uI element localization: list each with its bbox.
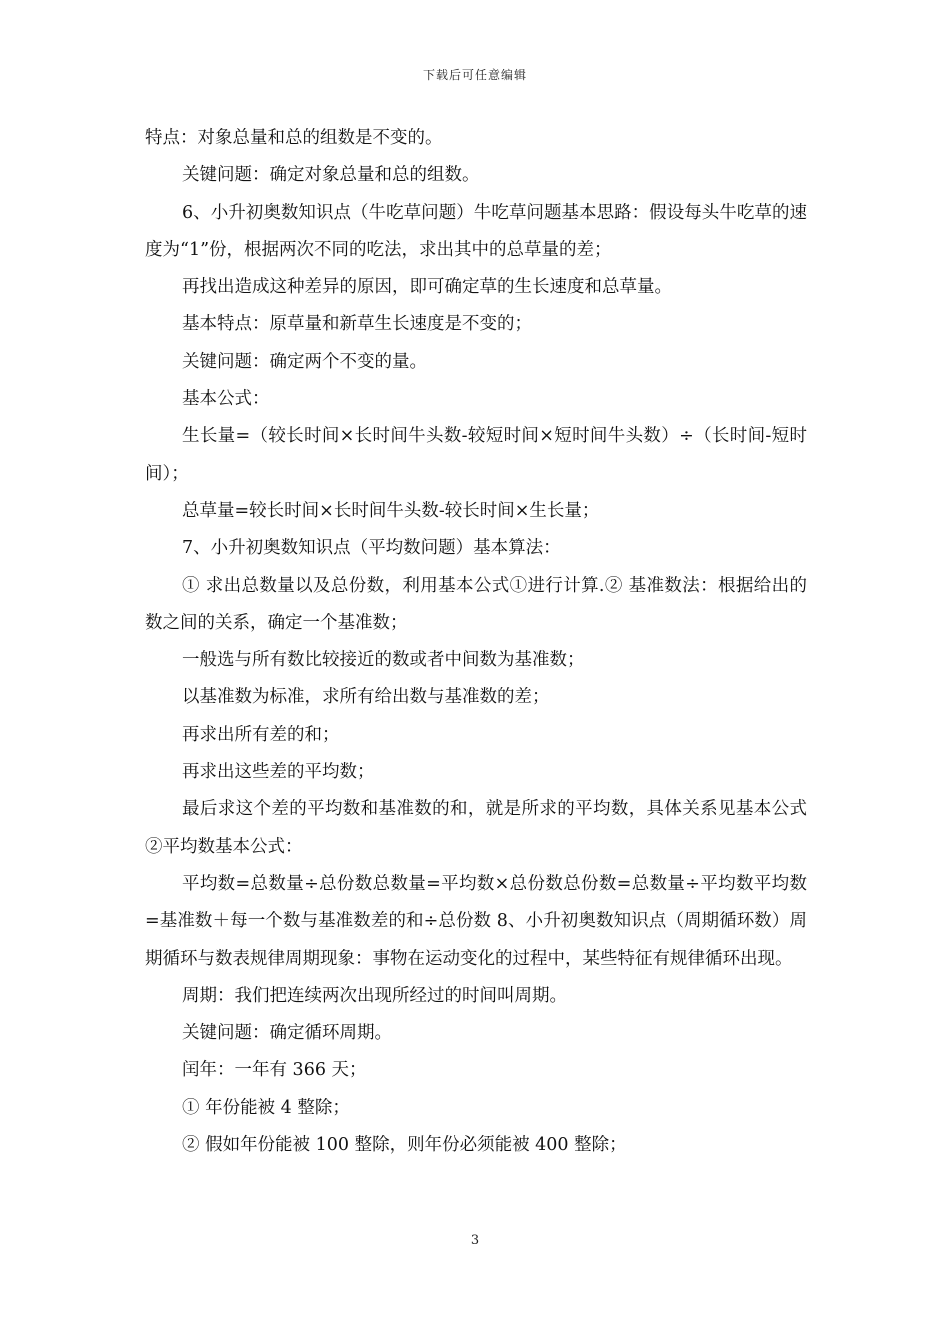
paragraph: 关键问题：确定对象总量和总的组数。 (182, 165, 480, 186)
paragraph: 再求出这些差的平均数； (182, 762, 375, 783)
paragraph: 关键问题：确定循环周期。 (182, 1023, 392, 1044)
paragraph: ① 求出总数量以及总份数，利用基本公式①进行计算.② 基准数法：根据给出的数之间的关系，确定一个基准数； (145, 575, 807, 633)
paragraph: 7、小升初奥数知识点（平均数问题）基本算法： (182, 538, 561, 559)
paragraph: 生长量=（较长时间×长时间牛头数-较短时间×短时间牛头数）÷（长时间-短时间）； (145, 426, 807, 484)
page-header: 下载后可任意编辑 (422, 68, 527, 82)
paragraph: 基本公式： (182, 389, 270, 410)
page-number: 3 (470, 1233, 480, 1248)
paragraph: 再求出所有差的和； (182, 724, 340, 745)
paragraph: 再找出造成这种差异的原因，即可确定草的生长速度和总草量。 (182, 277, 672, 298)
paragraph: 基本特点：原草量和新草生长速度是不变的； (182, 314, 532, 335)
paragraph: 特点：对象总量和总的组数是不变的。 (145, 128, 443, 148)
paragraph: 闰年：一年有 366 天； (182, 1060, 367, 1081)
paragraph: ② 假如年份能被 100 整除，则年份必须能被 400 整除； (182, 1135, 627, 1156)
paragraph: 总草量=较长时间×长时间牛头数-较长时间×生长量； (182, 500, 600, 521)
document-body (145, 120, 807, 1164)
paragraph: 关键问题：确定两个不变的量。 (182, 351, 427, 372)
paragraph: 以基准数为标准，求所有给出数与基准数的差； (182, 687, 550, 708)
paragraph: ① 年份能被 4 整除； (182, 1097, 350, 1118)
paragraph: 最后求这个差的平均数和基准数的和，就是所求的平均数，具体关系见基本公式②平均数基本公式： (145, 799, 807, 857)
paragraph: 一般选与所有数比较接近的数或者中间数为基准数； (182, 650, 585, 671)
paragraph: 6、小升初奥数知识点（牛吃草问题）牛吃草问题基本思路：假设每头牛吃草的速度为“1”份，根据两次不同的吃法，求出其中的总草量的差； (145, 202, 807, 260)
paragraph: 平均数=总数量÷总份数总数量=平均数×总份数总份数=总数量÷平均数平均数=基准数＋每一个数与基准数差的和÷总份数 8、小升初奥数知识点（周期循环数）周期循环与数表规律周期现象：事物在运动变化的过程中，某些特征有规律循环出现。 (145, 873, 807, 969)
paragraph: 周期：我们把连续两次出现所经过的时间叫周期。 (182, 985, 567, 1006)
